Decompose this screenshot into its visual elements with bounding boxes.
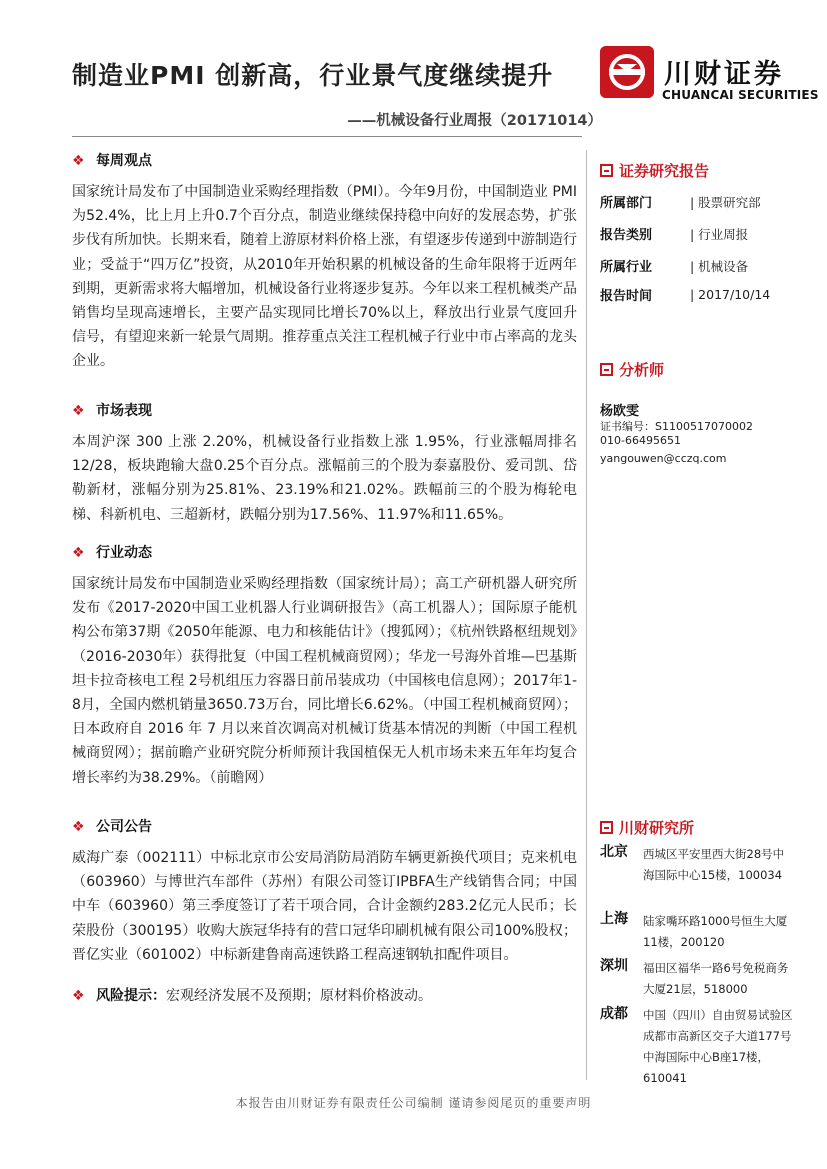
office-city-shanghai: 上海 <box>600 911 628 927</box>
office-address-shanghai: 陆家嘴环路1000号恒生大厦11楼，200120 <box>643 914 788 949</box>
office-address-chengdu: 中国（四川）自由贸易试验区成都市高新区交子大道177号中海国际中心B座17楼，610041 <box>643 1008 793 1085</box>
company-name-en: CHUANCAI SECURITIES <box>662 88 819 102</box>
info-value-industry: | 机械设备 <box>690 259 749 274</box>
info-value-category: | 行业周报 <box>690 227 749 242</box>
section-heading-announcements: ❖ 公司公告 <box>72 819 152 835</box>
sidebar-heading-analyst: 分析师 <box>600 359 664 380</box>
column-divider <box>586 150 587 1080</box>
section-marker-icon <box>600 821 613 834</box>
logo-emblem-icon <box>600 46 654 98</box>
info-label-category: 报告类别 <box>600 228 653 243</box>
info-label-industry: 所属行业 <box>600 260 653 275</box>
office-address-shenzhen: 福田区福华一路6号免税商务大厦21层，518000 <box>643 961 789 996</box>
risk-text: 宏观经济发展不及预期；原材料价格波动。 <box>166 988 432 1004</box>
diamond-bullet-icon: ❖ <box>72 545 85 561</box>
section-body-industry-news: 国家统计局发布中国制造业采购经理指数（国家统计局）；高工产研机器人研究所发布《2017-2020中国工业机器人行业调研报告》（高工机器人）；国际原子能机构公布第37期《2050年能源、电力和核能估计》（搜狐网）；《杭州铁路枢纽规划》（2016-2030年）获得批复（中国工程机械商贸网）；华龙一号海外首堆—巴基斯坦卡拉奇核电工程 2号机组压力容器日前吊装成功（中国核电信息网）；2017年1-8月，全国内燃机销量3650.73万台，同比增长6.62%。（中国工程机械商贸网）；日本政府自 2016 年 7 月以来首次调高对机械订货基本情况的判断（中国工程机械商贸网）；据前瞻产业研究院分析师预计我国植保无人机市场未来五年年均复合增长率约为38.29%。（前瞻网） <box>72 576 577 786</box>
section-heading-market: ❖ 市场表现 <box>72 403 152 419</box>
info-value-date: | 2017/10/14 <box>690 287 771 302</box>
report-title: 制造业PMI 创新高，行业景气度继续提升 <box>72 61 554 90</box>
diamond-bullet-icon: ❖ <box>72 403 85 419</box>
diamond-bullet-icon: ❖ <box>72 988 85 1004</box>
analyst-cert: 证书编号：S1100517070002 <box>600 420 753 433</box>
info-value-department: | 股票研究部 <box>690 195 761 210</box>
section-marker-icon <box>600 164 613 177</box>
section-body-market: 本周沪深 300 上涨 2.20%，机械设备行业指数上涨 1.95%，行业涨幅周排名 12/28，板块跑输大盘0.25个百分点。涨幅前三的个股为泰嘉股份、爱司凯、岱勒新材，涨幅分别为25.81%、23.19%和21.02%。跌幅前三的个股为梅轮电梯、科新机电、三超新材，跌幅分别为17.56%、11.97%和11.65%。 <box>72 434 577 523</box>
section-body-announcements: 威海广泰（002111）中标北京市公安局消防局消防车辆更新换代项目；克来机电（603960）与博世汽车部件（苏州）有限公司签订IPBFA生产线销售合同；中国中车（603960）第三季度签订了若干项合同，合计金额约283.2亿元人民币；长荣股份（300195）收购大族冠华持有的营口冠华印刷机械有限公司100%股权；晋亿实业（601002）中标新建鲁南高速铁路工程高速钢轨扣配件项目。 <box>72 850 577 963</box>
section-heading-industry-news: ❖ 行业动态 <box>72 545 152 561</box>
risk-label: 风险提示： <box>96 988 166 1004</box>
company-name-cn: 川财证券 <box>664 59 784 90</box>
section-body-weekly-view: 国家统计局发布了中国制造业采购经理指数（PMI）。今年9月份，中国制造业 PMI为52.4%，比上月上升0.7个百分点，制造业继续保持稳中向好的发展态势，扩张步伐有所加快。长期来看，随着上游原材料价格上涨，有望逐步传递到中游制造行业；受益于“四万亿”投资，从2010年开始积累的机械设备的生命年限将于近两年到期，更新需求将大幅增加，机械设备行业将逐步复苏。今年以来工程机械类产品销售均呈现高速增长，主要产品实现同比增长70%以上，释放出行业景气度回升信号，有望迎来新一轮景气周期。推荐重点关注工程机械子行业中市占率高的龙头企业。 <box>72 184 577 370</box>
section-marker-icon <box>600 363 613 376</box>
office-city-beijing: 北京 <box>600 844 628 860</box>
company-logo-mark <box>600 46 654 98</box>
analyst-email[interactable]: yangouwen@cczq.com <box>600 452 727 465</box>
sidebar-heading-institute: 川财研究所 <box>600 817 694 838</box>
info-label-date: 报告时间 <box>600 289 653 304</box>
sidebar-heading-report: 证券研究报告 <box>600 160 709 181</box>
header-divider <box>72 136 582 137</box>
diamond-bullet-icon: ❖ <box>72 153 85 169</box>
risk-warning <box>72 985 432 1005</box>
diamond-bullet-icon: ❖ <box>72 819 85 835</box>
report-subtitle: ——机械设备行业周报（20171014） <box>347 113 602 129</box>
info-label-department: 所属部门 <box>600 196 653 211</box>
analyst-phone: 010-66495651 <box>600 434 681 447</box>
office-city-chengdu: 成都 <box>600 1006 628 1022</box>
analyst-name: 杨欧雯 <box>600 404 640 419</box>
office-city-shenzhen: 深圳 <box>600 958 628 974</box>
page-footer-disclaimer: 本报告由川财证券有限责任公司编制 谨请参阅尾页的重要声明 <box>235 1096 592 1110</box>
section-heading-weekly-view: ❖ 每周观点 <box>72 153 152 169</box>
office-address-beijing: 西城区平安里西大街28号中海国际中心15楼，100034 <box>643 847 785 882</box>
